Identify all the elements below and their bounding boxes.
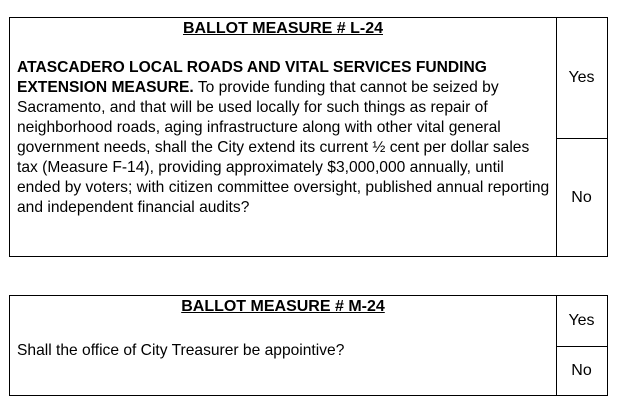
no-option[interactable]: No <box>571 188 592 206</box>
ballot-measure-m24 <box>9 295 608 396</box>
measure-lead: ATASCADERO LOCAL ROADS AND VITAL SERVICES FUNDING EXTENSION MEASURE. <box>17 59 487 96</box>
ballot-measure-l24 <box>9 17 608 257</box>
measure-question: To provide funding that cannot be seized by Sacramento, and that will be used locally for such things as repair of neighborhood roads, aging infrastructure along with other vital general government needs, shall the City extend its current ½ cent per dollar sales tax (Measure F-14), providing approximately $3,000,000 annually, until ended by voters; with citizen committee oversight, published annual reporting and independent financial audits? <box>17 79 550 216</box>
measure-question-cell <box>10 18 557 256</box>
measure-title: BALLOT MEASURE # L-24 <box>182 20 383 37</box>
yes-option[interactable]: Yes <box>556 18 607 139</box>
yes-option[interactable]: Yes <box>556 296 607 347</box>
measure-question-cell <box>10 296 557 395</box>
measure-question: Shall the office of City Treasurer be appointive? <box>17 342 345 359</box>
measure-text <box>17 58 550 218</box>
no-option[interactable]: No <box>571 362 592 379</box>
measure-text <box>17 341 550 361</box>
measure-title: BALLOT MEASURE # M-24 <box>181 298 385 315</box>
